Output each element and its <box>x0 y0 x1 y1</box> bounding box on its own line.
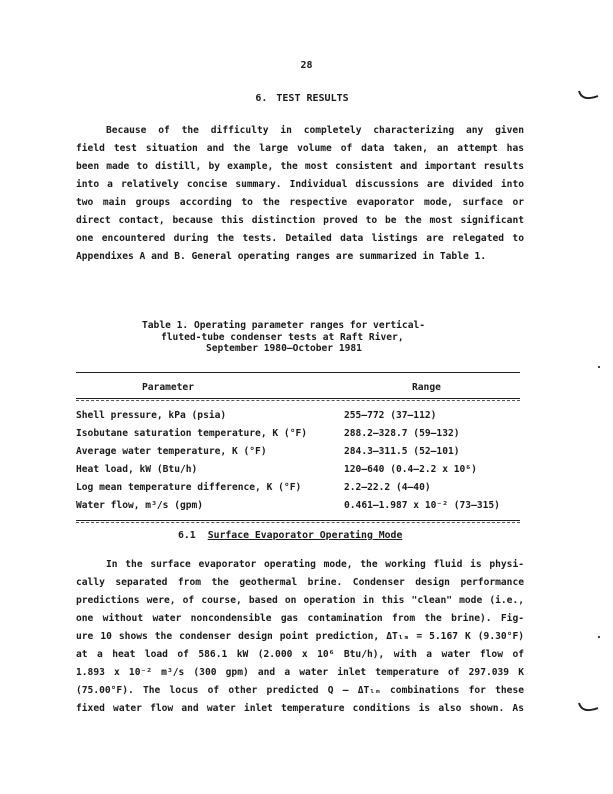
scan-speck <box>598 636 600 638</box>
intro-paragraph <box>76 122 524 266</box>
table-row <box>76 446 520 460</box>
cell-range: 284.3–311.5 (52–101) <box>344 446 460 457</box>
table-header-rule <box>76 398 520 399</box>
text-line: one without water noncondensible gas contamination from the brine). Fig- <box>76 613 524 624</box>
subsection-title: Surface Evaporator Operating Mode <box>207 530 403 541</box>
binder-hole-mark <box>576 700 602 716</box>
cell-range: 0.461–1.987 x 10⁻² (73–315) <box>344 500 500 511</box>
cell-parameter: Average water temperature, K (°F) <box>76 446 267 457</box>
table-bottom-rule-dashed <box>76 522 520 523</box>
header-parameter: Parameter <box>142 382 194 393</box>
table-row <box>76 464 520 478</box>
cell-parameter: Isobutane saturation temperature, K (°F) <box>76 428 308 439</box>
text-line: ure 10 shows the condenser design point prediction, ΔTₗₘ = 5.167 K (9.30°F) <box>76 631 524 642</box>
section-heading <box>0 93 613 104</box>
text-line: two main groups according to the respective evaporator mode, surface or <box>76 197 524 208</box>
subsection-number: 6.1 <box>178 530 196 541</box>
cell-parameter: Water flow, m³/s (gpm) <box>76 500 204 511</box>
table-top-rule <box>76 372 520 373</box>
cell-parameter: Log mean temperature difference, K (°F) <box>76 482 302 493</box>
section-title: TEST RESULTS <box>276 93 349 104</box>
text-line: Appendixes A and B. General operating ranges are summarized in Table 1. <box>76 251 487 262</box>
caption-line: fluted-tube condenser tests at Raft River, <box>161 331 404 343</box>
table-bottom-rule <box>76 520 520 521</box>
text-line: at a heat load of 586.1 kW (2.000 x 10⁶ Btu/h), with a water flow of <box>76 649 524 660</box>
page-number: 28 <box>300 60 313 71</box>
text-line: predictions were, of course, based on operation in this "clean" mode (i.e., <box>76 595 524 606</box>
cell-parameter: Heat load, kW (Btu/h) <box>76 464 198 475</box>
table-row <box>76 500 520 514</box>
text-line: been made to distill, by example, the most consistent and important results <box>76 161 524 172</box>
table-caption <box>76 320 524 355</box>
text-line: (75.00°F). The locus of other predicted Q – ΔTₗₘ combinations for these <box>76 685 524 696</box>
binder-hole-mark <box>576 88 602 104</box>
table-row <box>76 428 520 442</box>
text-line: In the surface evaporator operating mode, the working fluid is physi- <box>106 559 524 570</box>
caption-line: September 1980–October 1981 <box>206 343 362 354</box>
text-line: direct contact, because this distinction proved to be the most significant <box>76 215 524 226</box>
text-line: field test situation and the large volume of data taken, an attempt has <box>76 143 524 154</box>
scan-speck <box>598 366 600 368</box>
section-number: 6. <box>255 93 268 104</box>
table-row <box>76 482 520 496</box>
text-line: one encountered during the tests. Detailed data listings are relegated to <box>76 233 524 244</box>
header-range: Range <box>412 382 441 393</box>
caption-line: Table 1. Operating parameter ranges for vertical- <box>142 320 426 331</box>
cell-range: 255–772 (37–112) <box>344 410 437 421</box>
body-paragraph <box>76 556 524 718</box>
table-row <box>76 410 520 424</box>
subsection-heading <box>178 530 402 541</box>
text-line: Because of the difficulty in completely characterizing any given <box>106 125 524 136</box>
cell-range: 2.2–22.2 (4–40) <box>344 482 431 493</box>
cell-range: 120–640 (0.4–2.2 x 10⁶) <box>344 464 477 475</box>
table-header-rule-dashed <box>76 400 520 401</box>
text-line: cally separated from the geothermal brine. Condenser design performance <box>76 577 524 588</box>
text-line: into a relatively concise summary. Individual discussions are divided into <box>76 179 524 190</box>
text-line: fixed water flow and water inlet temperature conditions is also shown. As <box>76 703 524 714</box>
cell-parameter: Shell pressure, kPa (psia) <box>76 410 227 421</box>
text-line: 1.893 x 10⁻² m³/s (300 gpm) and a water inlet temperature of 297.039 K <box>76 667 524 678</box>
cell-range: 288.2–328.7 (59–132) <box>344 428 460 439</box>
